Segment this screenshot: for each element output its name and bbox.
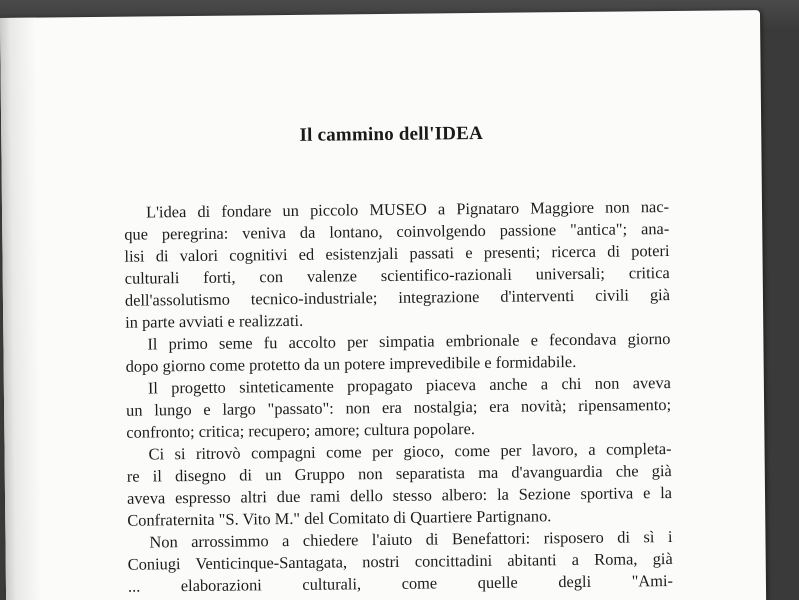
paragraph [125,328,670,378]
text-line: in parte avviati e realizzati. [125,310,304,332]
text-line: confronto; critica; recupero; amore; cultura popolare. [126,419,476,442]
text-line: aveva espresso altri due rami dello stesso albero: la Sezione sportiva e la [126,482,673,508]
page-title: Il cammino dell'IDEA [299,122,484,146]
text-line: dopo giorno come protetto da un potere imprevedibile e formidabile. [125,351,577,376]
paragraph [127,526,673,598]
text-line: que peregrina: veniva da lontano, coinvolgendo passione "antica"; ana- [124,219,670,244]
text-line: lisi di valori cognitivi ed esistenzjali passati e presenti; ricerca di poteri [124,241,670,266]
text-line: L'idea di fondare un piccolo MUSEO a Pignataro Maggiore non nac- [145,197,670,222]
text-line: re il disegno di un Gruppo non separatista ma d'avanguardia che già [126,460,672,486]
text-line: un lungo e largo "passato": non era nostalgia; era novità; ripensamento; [126,394,672,420]
text-line: Il progetto sinteticamente propagato piaceva anche a chi non aveva [147,372,671,398]
text-line: Confraternita "S. Vito M." del Comitato di Quartiere Partignano. [127,506,552,530]
text-line: Ci si ritrovò compagni come per gioco, come per lavoro, a completa- [148,438,672,464]
text-line: ... elaborazioni culturali, come quelle degli "Ami- [127,570,674,596]
page-gutter-shadow [0,18,42,600]
text-line: Non arrossimmo a chiedere l'aiuto di Benefattori: risposero di sì i [149,526,673,552]
paragraph [124,196,670,334]
book-page [0,10,766,600]
paragraph [126,438,672,532]
paragraph [126,372,672,444]
text-line: Coniugi Venticinque-Santagata, nostri concittadini abitanti a Roma, già [127,548,673,574]
text-line: Il primo seme fu accolto per simpatia embrionale e fecondava giorno [147,328,671,354]
text-line: culturali forti, con valenze scientifico-razionali universali; critica [124,263,670,288]
text-line: dell'assolutismo tecnico-industriale; integrazione d'interventi civili già [124,285,671,310]
body-text [124,196,673,598]
